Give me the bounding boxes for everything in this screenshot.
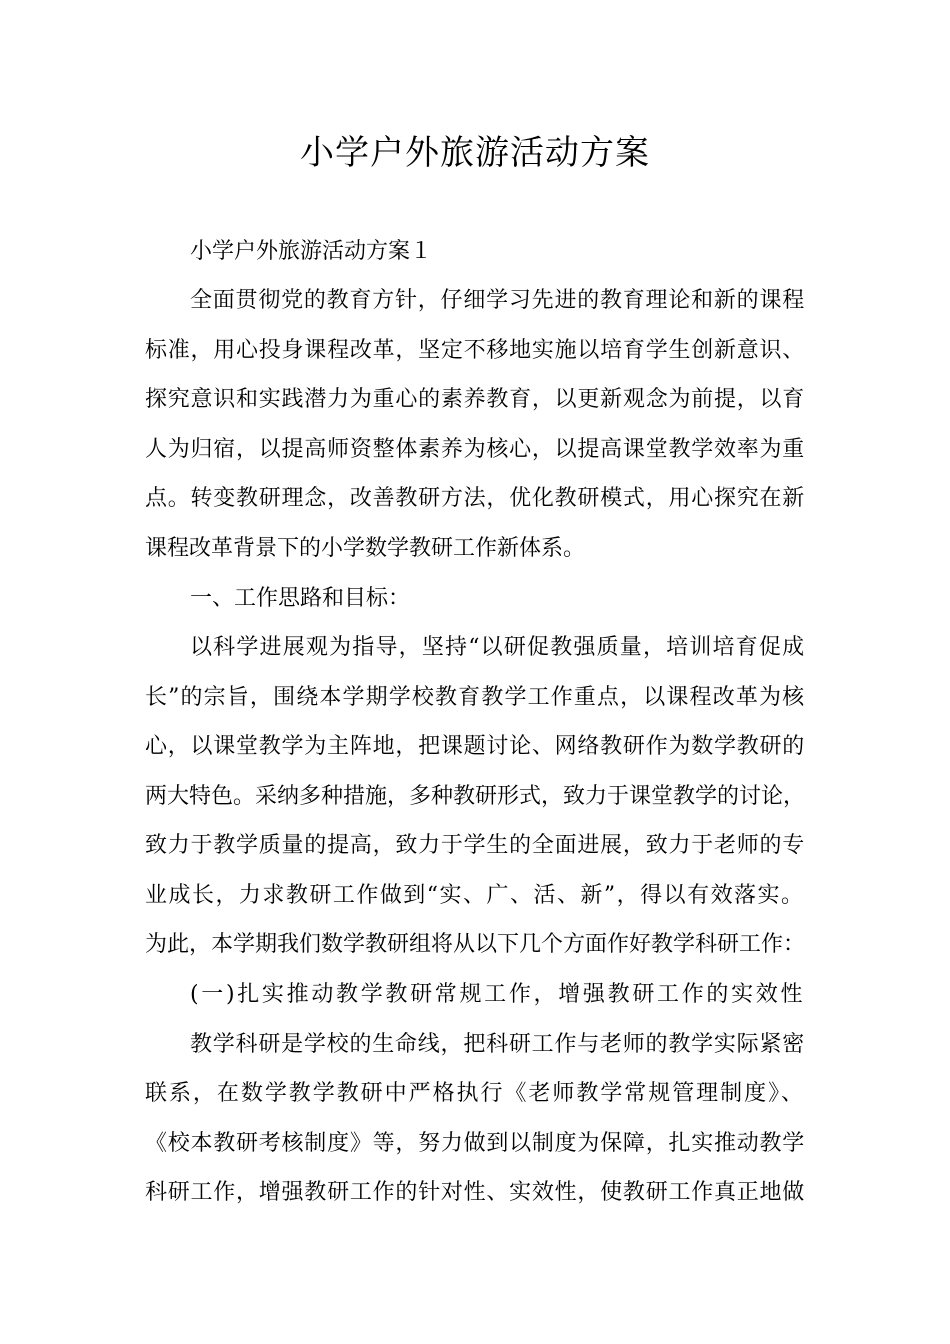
document-title: 小学户外旅游活动方案 [300, 133, 650, 173]
text-line: 教学科研是学校的生命线，把科研工作与老师的教学实际紧密 [190, 1032, 806, 1057]
text-line: 业成长，力求教研工作做到“实、广、活、新”，得以有效落实。 [145, 883, 805, 908]
text-line: 长”的宗旨，围绕本学期学校教育教学工作重点，以课程改革为核 [145, 685, 806, 710]
text-line: 联系，在数学教学教研中严格执行《老师教学常规管理制度》、 [145, 1081, 806, 1106]
text-line: 科研工作，增强教研工作的针对性、实效性，使教研工作真正地做 [145, 1180, 806, 1205]
text-line: 探究意识和实践潜力为重心的素养教育，以更新观念为前提，以育 [145, 387, 806, 412]
text-line: 两大特色。采纳多种措施，多种教研形式，致力于课堂教学的讨论， [145, 784, 806, 809]
text-line: 《校本教研考核制度》等，努力做到以制度为保障，扎实推动教学 [145, 1131, 806, 1156]
text-line: 以科学进展观为指导，坚持“以研促教强质量，培训培育促成 [190, 635, 806, 660]
text-line: 标准，用心投身课程改革，坚定不移地实施以培育学生创新意识、 [145, 338, 806, 363]
text-line: 课程改革背景下的小学数学教研工作新体系。 [145, 536, 586, 561]
text-line: 为此，本学期我们数学教研组将从以下几个方面作好教学科研工作： [145, 932, 806, 957]
text-line: 全面贯彻党的教育方针，仔细学习先进的教育理论和新的课程 [190, 288, 806, 313]
text-line: 一、工作思路和目标： [190, 586, 411, 611]
text-line: 点。转变教研理念，改善教研方法，优化教研模式，用心探究在新 [145, 486, 806, 511]
text-line: 小学户外旅游活动方案１ [190, 239, 433, 264]
text-line: 人为归宿，以提高师资整体素养为核心，以提高课堂教学效率为重 [145, 437, 806, 462]
text-line: (一)扎实推动教学教研常规工作，增强教研工作的实效性 [190, 982, 806, 1007]
text-line: 致力于教学质量的提高，致力于学生的全面进展，致力于老师的专 [145, 833, 806, 858]
text-line: 心，以课堂教学为主阵地，把课题讨论、网络教研作为数学教研的 [145, 734, 806, 759]
